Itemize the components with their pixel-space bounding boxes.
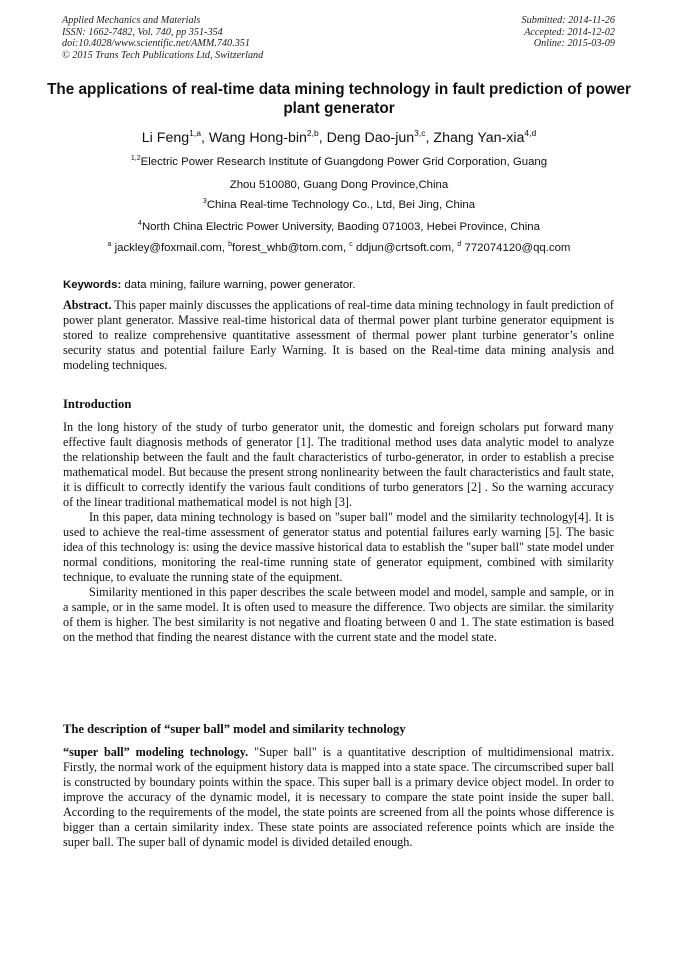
affiliation-1: $^{1,2}$Electric Power Research Institute of Guangdong Power Grid Corporation, Guang — [130, 155, 548, 168]
paper-title: The applications of real-time data mining technology in fault prediction of power plant generator — [47, 81, 631, 117]
paragraph: In this paper, data mining technology is based on "super ball" model and the similarity technology[4]. It is used to achieve the real-time assessment of generator status and potential failures early warning [5]. The basic idea of this technology is: using the device massive historical data to establish the "super ball" state model under normal conditions, monitoring the real-time running state of generator equipment, combined with similarity technique, to evaluate the running state of the equipment. — [63, 510, 614, 584]
keywords-label: Keywords: — [63, 279, 122, 291]
subsection-runin: “super ball” modeling technology. — [63, 745, 249, 759]
accepted-date: Accepted: 2014-12-02 — [524, 26, 615, 38]
section-heading-super-ball: The description of “super ball” model and similarity technology — [63, 722, 406, 736]
abstract-text: This paper mainly discusses the applications of real-time data mining technology in fault prediction of power plant generator. Massive real-time historical data of thermal power plant turbine generator equipment is stored to realize comprehensive quantitative assessment of thermal power plant turbine generator’s online security status and potential failure Early Warning. It is based on the Real-time data mining analysis and modeling techniques. — [63, 298, 614, 372]
author-name: Li Feng — [141, 130, 190, 146]
keywords — [63, 278, 356, 292]
paragraph: Similarity mentioned in this paper describes the scale between model and model, sample and sample, or in a sample, or in the same model. It is often used to measure the difference. Two objects are similar. the similarity of them is higher. The best similarity is not negative and floating between 0 and 1. The state estimation is based on the method that finding the nearest distance with the current state and the model state. — [63, 585, 614, 644]
copyright: © 2015 Trans Tech Publications Ltd, Switzerland — [62, 49, 264, 61]
paragraph: "Super ball" is a quantitative description of multidimensional matrix. Firstly, the normal work of the equipment history data is mapped into a state space. The circumscribed super ball is constructed by boundary points within the space. This super ball is a primary device object model. In order to improve the accuracy of the dynamic model, it is necessary to compare the state point inside the super ball. According to the requirements of the model, the state points are screened from all the points whose difference is bigger than a certain similarity index. These state points are associated reference points which are inside the super ball. The super ball of dynamic model is divided detailed enough. — [63, 745, 614, 849]
author-list: Li Feng$^{1,a}$, Wang Hong-bin$^{2,b}$, Deng Dao-jun$^{3,c}$, Zhang Yan-xia$^{4,d}$ — [141, 128, 537, 146]
keywords-text: data mining, failure warning, power generator. — [121, 279, 356, 291]
section-heading-introduction: Introduction — [63, 397, 132, 411]
email-link[interactable]: forest_whb@tom.com, — [232, 242, 350, 254]
author-name: Wang Hong-bin — [208, 130, 307, 146]
author-name: Zhang Yan-xia — [433, 130, 525, 146]
journal-info — [62, 15, 263, 61]
email-link[interactable]: jackley@foxmail.com, — [111, 242, 229, 254]
submitted-date: Submitted: 2014-11-26 — [521, 15, 615, 26]
author-sup: 3,c — [414, 128, 426, 138]
affiliation-3: $^3$China Real-time Technology Co., Ltd, Bei Jing, China — [202, 198, 476, 211]
abstract-label: Abstract. — [63, 298, 112, 312]
submission-dates — [522, 15, 615, 50]
paragraph: In the long history of the study of turbo generator unit, the domestic and foreign scholars put forward many effective fault diagnosis methods of generator [1]. The traditional method uses data analytic model to analyze the relationship between the fault and the fault characteristics of turbo-generator, in order to establish a precise mathematical model. But because the present strong nonlinearity between the fault characteristics and fault state, it is difficult to correctly identify the various fault conditions of turbo generators [2] . So the warning accuracy of the linear traditional mathematical model is not high [3]. — [63, 420, 614, 509]
abstract — [63, 298, 614, 373]
email-link[interactable]: ddjun@crtsoft.com, — [352, 242, 458, 254]
affiliation-4: $^4$North China Electric Power University, Baoding 071003, Hebei Province, China — [138, 220, 540, 233]
section2-body — [63, 745, 614, 850]
doi: doi:10.4028/www.scientific.net/AMM.740.351 — [62, 38, 250, 50]
author-sup: 2,b — [306, 128, 319, 138]
online-date: Online: 2015-03-09 — [533, 38, 615, 50]
journal-name: Applied Mechanics and Materials — [62, 15, 201, 26]
author-sup: 4,d — [524, 128, 537, 138]
affiliation-1-cont: Zhou 510080, Guang Dong Province,China — [229, 179, 449, 191]
issn-volume: ISSN: 1662-7482, Vol. 740, pp 351-354 — [62, 26, 223, 38]
introduction-body — [63, 420, 614, 645]
author-sup: 1,a — [189, 128, 201, 138]
email-link[interactable]: 772074120@qq.com — [461, 242, 571, 254]
author-name: Deng Dao-jun — [326, 130, 415, 146]
email-list: $^a$ jackley@foxmail.com, $^b$forest_whb@tom.com, $^c$ ddjun@crtsoft.com, $^d$ 772074120@qq.com — [107, 241, 571, 254]
